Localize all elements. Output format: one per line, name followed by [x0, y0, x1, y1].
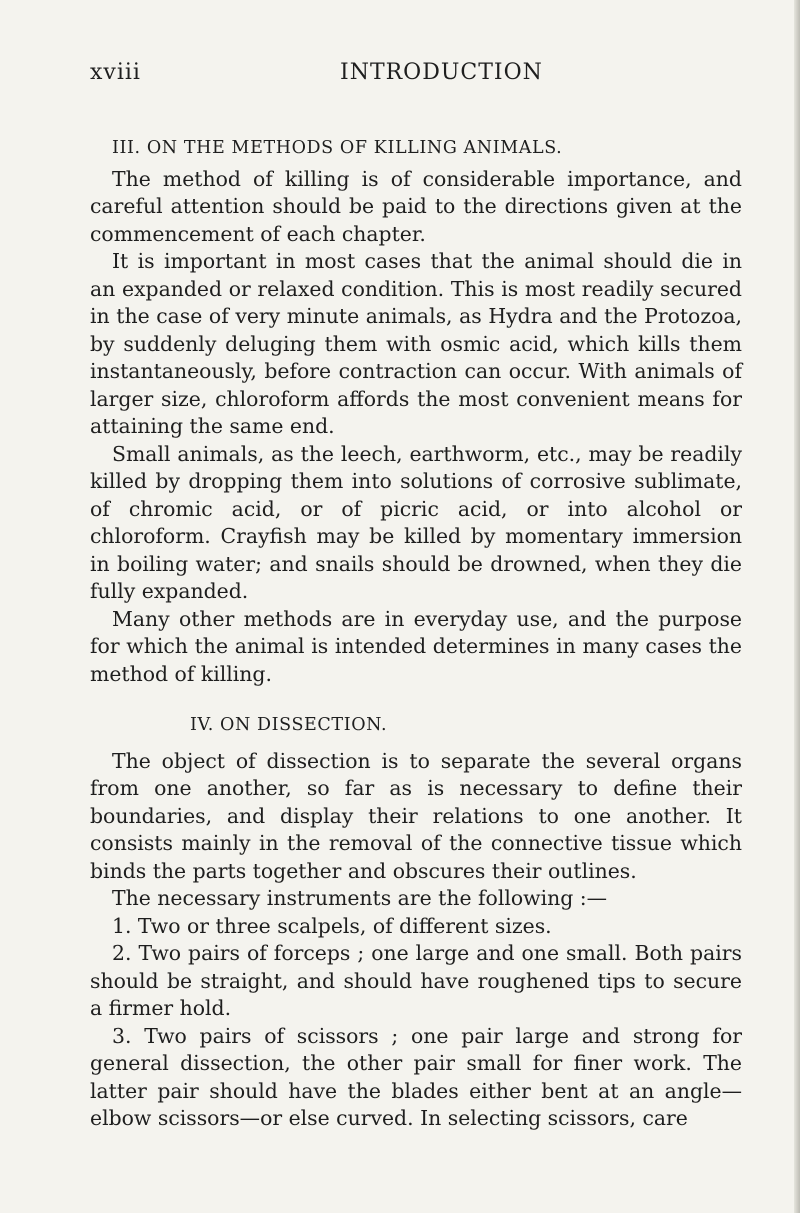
page-body [90, 135, 742, 1133]
paragraph: Many other methods are in everyday use, and the purpose for which the animal is intended determines in many cases the method of killing. [90, 606, 742, 686]
page-edge-shadow [794, 0, 800, 1213]
list-item: 3. Two pairs of scissors ; one pair large and strong for general dissection, the other pair small for finer work. The latter pair should have the blades either bent at an angle—elbow scissors—or else curved. In selecting scissors, care [90, 1023, 742, 1130]
paragraph: It is important in most cases that the animal should die in an expanded or relaxed condition. This is most readily secured in the case of very minute animals, as Hydra and the Protozoa, by suddenly deluging them with osmic acid, which kills them instantaneously, before contraction can occur. With animals of larger size, chloroform affords the most convenient means for attaining the same end. [90, 249, 742, 438]
paragraph: The necessary instruments are the following :— [112, 886, 608, 910]
list-item: 1. Two or three scalpels, of different sizes. [112, 913, 552, 938]
section-heading-killing: III. ON THE METHODS OF KILLING ANIMALS. [112, 138, 563, 158]
paragraph: The object of dissection is to separate the several organs from one another, so far as is necessary to define their boundaries, and display their relations to one another. It consists mainly in the removal of the connective tissue which binds the parts together and obscures their outlines. [90, 748, 742, 883]
paragraph: Small animals, as the leech, earthworm, etc., may be readily killed by dropping them into solutions of corrosive sublimate, of chromic acid, or of picric acid, or into alcohol or chloroform. Crayfish may be killed by momentary immersion in boiling water; and snails should be drowned, when they die fully expanded. [90, 441, 742, 603]
running-head [90, 60, 742, 90]
section-heading-dissection: IV. ON DISSECTION. [190, 715, 388, 735]
page-number: xviii [90, 60, 141, 85]
list-item: 2. Two pairs of forceps ; one large and one small. Both pairs should be straight, and should have roughened tips to secure a firmer hold. [90, 941, 742, 1020]
paragraph: The method of killing is of considerable importance, and careful attention should be paid to the directions given at the commencement of each chapter. [90, 166, 742, 246]
running-title: INTRODUCTION [340, 60, 543, 85]
